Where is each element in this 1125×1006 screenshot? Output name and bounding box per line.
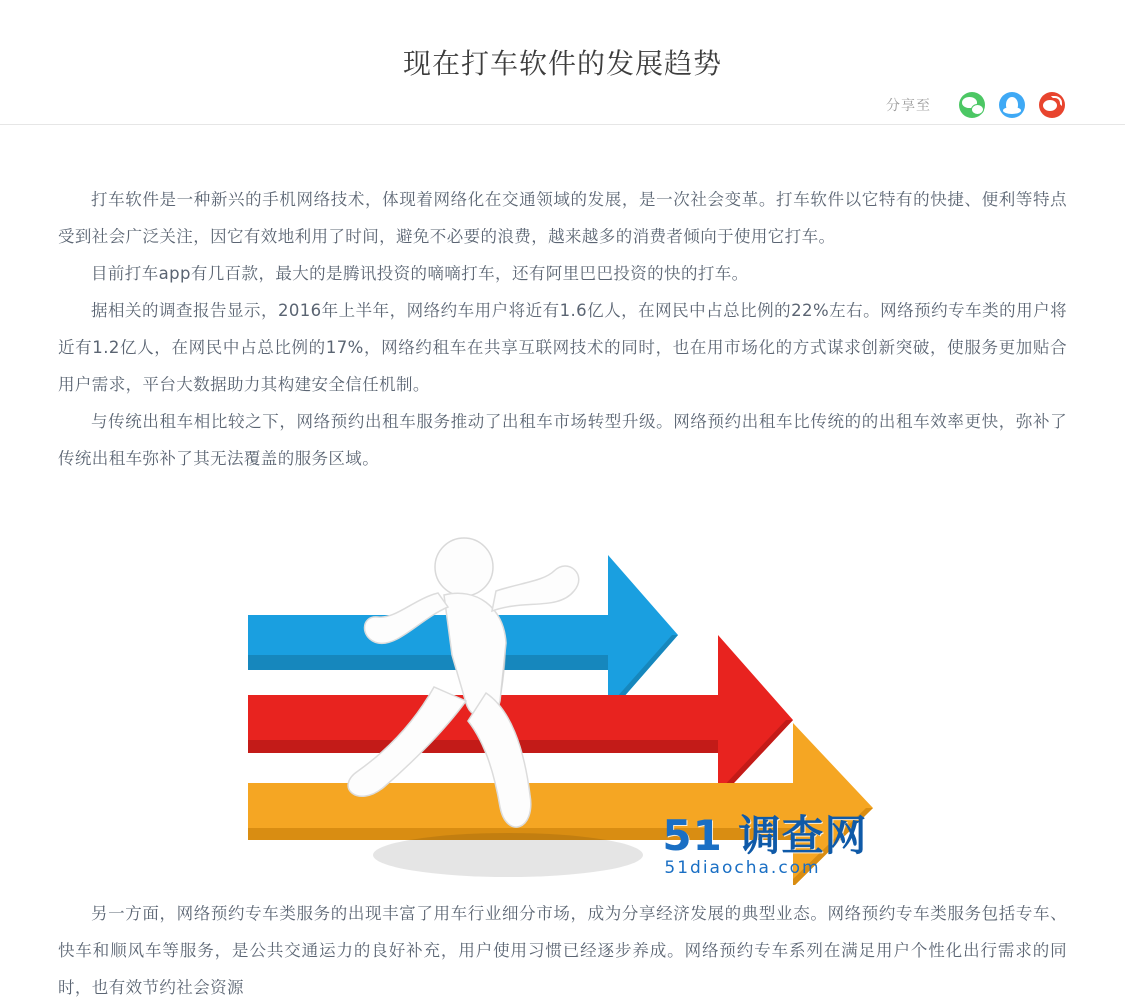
wechat-share-icon[interactable] [959, 92, 985, 118]
watermark [662, 811, 868, 878]
article-paragraph: 与传统出租车相比较之下，网络预约出租车服务推动了出租车市场转型升级。网络预约出租车比传统的的出租车效率更快，弥补了传统出租车弥补了其无法覆盖的服务区域。 [58, 412, 1067, 468]
watermark-url: 51diaocha.com [664, 858, 821, 878]
page-title: 现在打车软件的发展趋势 [402, 47, 722, 80]
article-paragraph: 另一方面，网络预约专车类服务的出现丰富了用车行业细分市场，成为分享经济发展的典型业态。网络预约专车类服务包括专车、快车和顺风车等服务，是公共交通运力的良好补充，用户使用习惯已经逐步养成。网络预约专车系列在满足用户个性化出行需求的同时，也有效节约社会资源 [58, 904, 1067, 997]
article-paragraph: 打车软件是一种新兴的手机网络技术，体现着网络化在交通领域的发展，是一次社会变革。打车软件以它特有的快捷、便利等特点受到社会广泛关注，因它有效地利用了时间，避免不必要的浪费，越来越多的消费者倾向于使用它打车。 [58, 190, 1067, 246]
share-bar [0, 84, 1125, 124]
article-body [0, 125, 1125, 1006]
article-header [0, 0, 1125, 125]
article-paragraph: 目前打车app有几百款，最大的是腾讯投资的嘀嘀打车，还有阿里巴巴投资的快的打车。 [91, 264, 749, 283]
article-figure [58, 495, 1067, 885]
watermark-text: 调查网 [738, 811, 868, 860]
watermark-number: 51 [662, 811, 723, 860]
article-body-after-figure [58, 895, 1067, 1006]
share-label: 分享至 [886, 98, 931, 114]
qq-share-icon[interactable] [999, 92, 1025, 118]
weibo-share-icon[interactable] [1039, 92, 1065, 118]
article-paragraph: 据相关的调查报告显示，2016年上半年，网络约车用户将近有1.6亿人，在网民中占总比例的22%左右。网络预约专车类的用户将近有1.2亿人，在网民中占总比例的17%，网络约租车在共享互联网技术的同时，也在用市场化的方式谋求创新突破，使服务更加贴合用户需求，平台大数据助力其构建安全信任机制。 [58, 301, 1067, 394]
